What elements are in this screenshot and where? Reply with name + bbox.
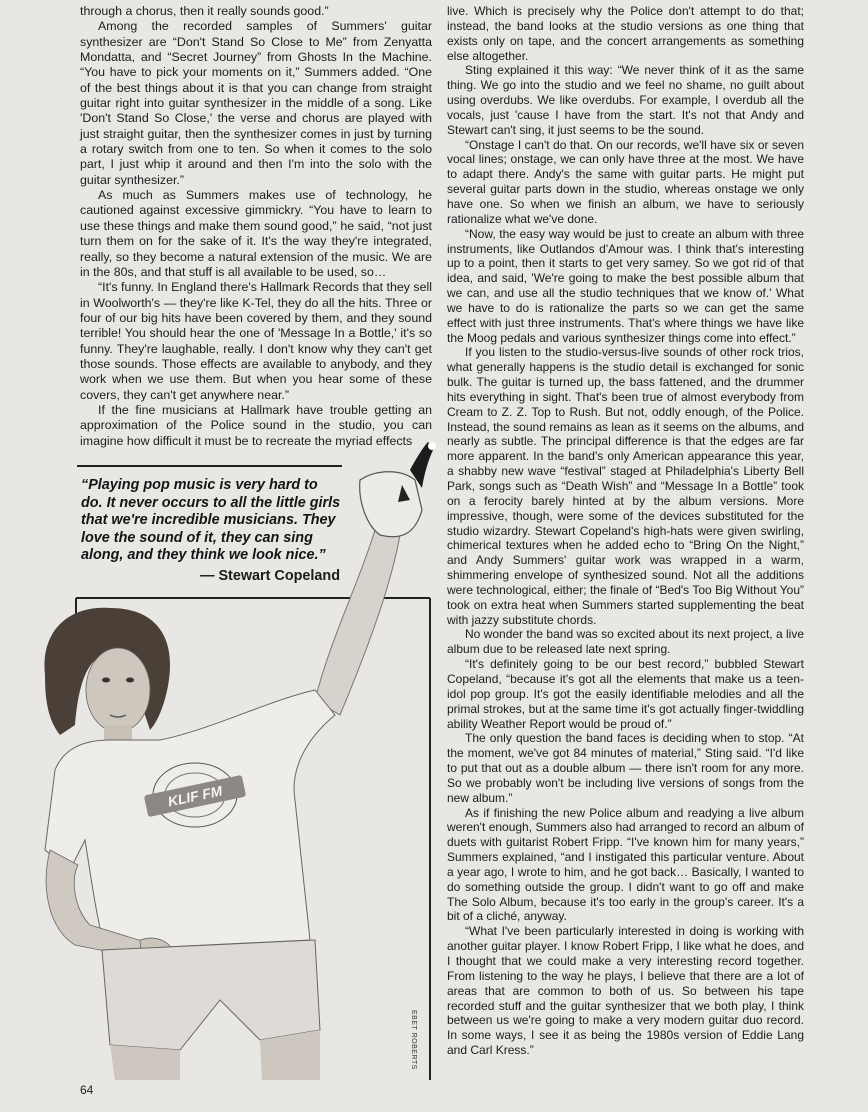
paragraph: “Now, the easy way would be just to create an album with three instruments, like Outlandos d'Amour was. I think that's interesting up to a point, then it starts to get very samey. So we got rid of that idea, and said, 'We're going to make the best possible album that we can, and use all the studio techniques that we know of.' What we have to do is rationalize the parts so we can get the same effect with just three instruments. That's where things we have like the Moog pedals and various synthesizer things come into effect.” bbox=[447, 226, 804, 345]
paragraph: live. Which is precisely why the Police don't attempt to do that; instead, the band looks at the studio versions as one thing that exists only on tape, and the concert arrangements as something else altogether. bbox=[447, 4, 804, 63]
paragraph: As much as Summers makes use of technology, he cautioned against excessive gimmickry. “You have to learn to use these things and make them sound good,” he said, “not just turn them on for the sake of it. It's the way they're integrated, really, so they become a natural extension of the music. We are in the 80s, and that stuff is all available to be used, so… bbox=[80, 188, 432, 279]
photo-credit: EBET ROBERTS bbox=[410, 1010, 417, 1070]
paragraph: As if finishing the new Police album and readying a live album weren't enough, Summers also had arranged to record an album of duets with guitarist Robert Fripp. “I've known him for many years,” Summers explained, “and I instigated this particular venture. About a year ago, I wrote to him, and he got back… Basically, I wanted to do something outside the group. I didn't want to go off and make The Solo Album, because it's too early in the group's career. It's a bit of a cliché, anyway. bbox=[447, 805, 804, 924]
pull-quote bbox=[77, 465, 342, 597]
article-column-left bbox=[80, 4, 432, 449]
left-leg bbox=[110, 1045, 180, 1080]
shorts bbox=[102, 940, 320, 1050]
logo-text: KLIF FM bbox=[166, 782, 224, 810]
face bbox=[86, 648, 150, 732]
article-column-right bbox=[447, 4, 804, 1058]
paragraph: “Onstage I can't do that. On our records, we'll have six or seven vocal lines; onstage, we can only have three at the most. We have to adapt there. Andy's the same with guitar parts. He might put several guitar parts down in the studio, whereas onstage we only have one. So when we finish an album, we have to seriously rationalize what we've done. bbox=[447, 137, 804, 226]
paragraph: Among the recorded samples of Summers' guitar synthesizer are “Don't Stand So Close to Me” from Zenyatta Mondatta, and “Secret Journey” from Ghosts In the Machine. “You have to pick your moments on it,” Summers added. “One of the best things about it is that you can change from straight guitar right into guitar synthesizer in the middle of a song. Like 'Don't Stand So Close,' the verse and chorus are played with just straight guitar, then the synthesizer comes in just by turning a rotary switch from one to ten. So when it comes to the solo part, I just whip it around and then I'm into the solo with the guitar synthesizer.” bbox=[80, 19, 432, 187]
fingertip-highlight bbox=[428, 442, 436, 450]
paragraph: No wonder the band was so excited about its next project, a live album due to be released late next spring. bbox=[447, 627, 804, 657]
paragraph: Sting explained it this way: “We never think of it as the same thing. We go into the studio and we feel no shame, no guilt about using overdubs. We like overdubs. For example, I overdub all the vocals, just 'cause I have from the start. It's not that Andy and Stewart can't sing, it just seems to be the sound. bbox=[447, 63, 804, 137]
page-number: 64 bbox=[80, 1083, 94, 1097]
pull-quote-attribution: — Stewart Copeland bbox=[200, 567, 340, 584]
t-shirt bbox=[45, 690, 335, 950]
gloved-hand bbox=[360, 472, 422, 537]
paragraph: “It's funny. In England there's Hallmark Records that they sell in Woolworth's — they're like K-Tel, they do all the hits. Three or four of our big hits have been covered by them, and they sound terrible! You should hear the one of 'Message In a Bottle,' it's so funny. They're laughable, really. I don't know why they can't get those sounds. Those effects are available to anybody, and they work when we use them. But when you hear some of these covers, they can't get anywhere near.” bbox=[80, 280, 432, 402]
eye-right bbox=[126, 678, 134, 683]
paragraph: If you listen to the studio-versus-live sounds of other rock trios, what generally happens is the studio detail is exchanged for sonic bulk. The guitar is turned up, the bass fattened, and the drummer hits everything in sight. That's been true of almost everybody from Cream to Z. Z. Top to Rush. But not, oddly enough, of the Police. Instead, the sound remains as lean as it seems on the albums, and nearly as subtle. The principal difference is that the edges are far more apparent. In the band's only American appearance this year, a shabby new wave “festival” staged at Philadelphia's Liberty Bell Park, songs such as “Death Wish” and “Message In a Bottle” took on a ferocity barely hinted at by the album versions. More impressive, though, were some of the devices substituted for the studio wizardry. Stewart Copeland's high-hats were given swirling, chimerical textures when he added echo to “Bring On the Night,” and Andy Summers' guitar work was wrapped in a warm, shimmering envelope of synthesized sound. Not all the additions were technological, either; the finale of “Bed's Too Big Without You” took on extra heat when Summers started supplementing the beat with jazzy substitute chords. bbox=[447, 345, 804, 627]
paragraph: If the fine musicians at Hallmark have trouble getting an approximation of the Police sound in the studio, you can imagine how difficult it must be to recreate the myriad effects bbox=[80, 402, 432, 448]
paragraph: “It's definitely going to be our best record,” bubbled Stewart Copeland, “because it's got all the elements that make us a teen-idol pop group. It's got the easily identifiable melodies and all the primal strokes, but at the same time it's got actually finger-twiddling ability Weather Report would be proud of.” bbox=[447, 657, 804, 731]
paragraph: through a chorus, then it really sounds good.” bbox=[80, 4, 329, 18]
paragraph: The only question the band faces is deciding when to stop. “At the moment, we've got 84 minutes of material,” Sting said. “I'd like to put that out as a double album — there isn't room for any more. So we probably won't be including live versions of songs from the new album.” bbox=[447, 731, 804, 805]
pull-quote-text: “Playing pop music is very hard to do. It never occurs to all the little girls that we're incredible musicians. They love the sound of it, they can sing along, and they think we look nice.” bbox=[81, 477, 341, 563]
paragraph: “What I've been particularly interested in doing is working with another guitar player. I know Robert Fripp, I like what he does, and I thought that we could make a very interesting record together. From listening to the way he plays, I believe that there are a lot of areas that are common to both of us. So between his tape recorded stuff and the guitar synthesizer that we both play, I think between us we're going to make a very modern guitar duo record. In some ways, I see it as being the 1980s version of Eddie Lang and Carl Kress.” bbox=[447, 924, 804, 1058]
eye-left bbox=[102, 678, 110, 683]
